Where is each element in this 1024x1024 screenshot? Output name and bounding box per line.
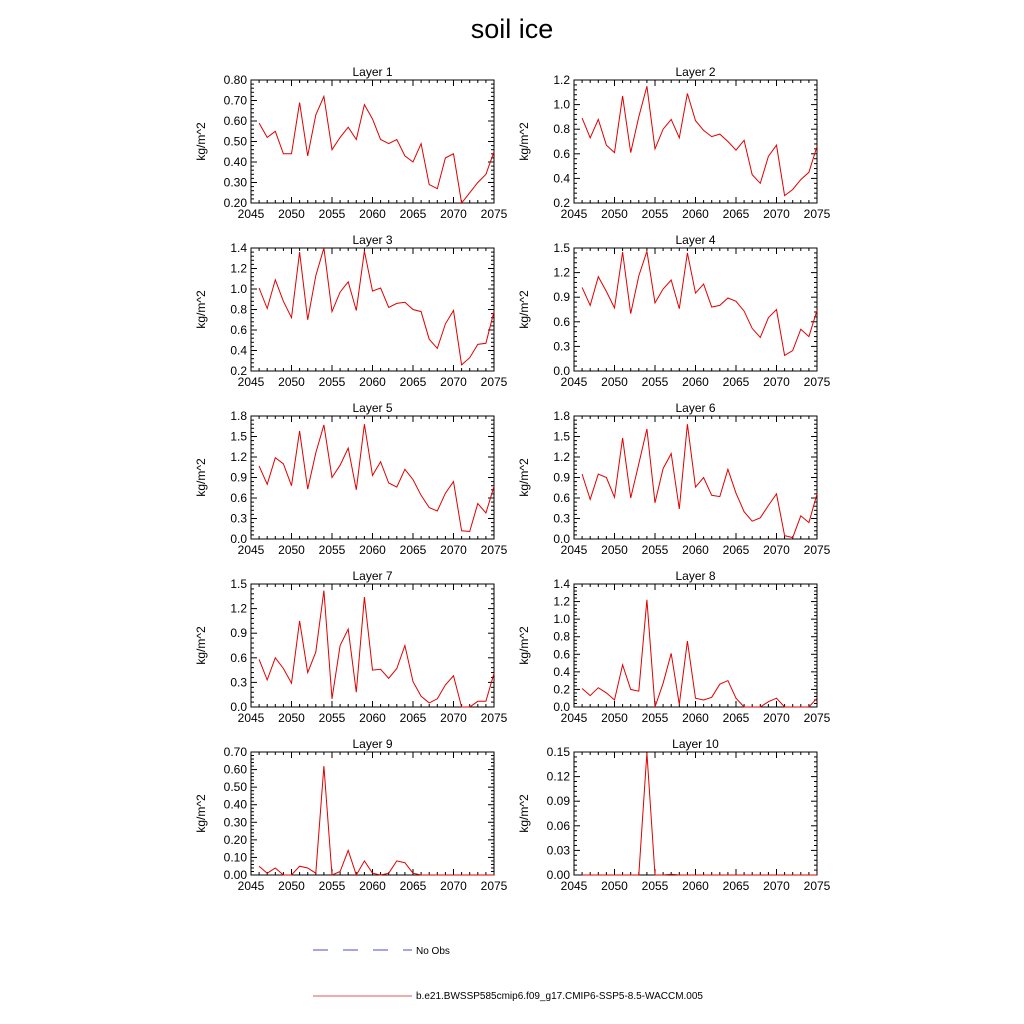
y-tick-label: 0.8 [553, 122, 570, 137]
y-tick-label: 0.8 [230, 302, 247, 317]
series-line [582, 86, 817, 195]
y-tick-label: 0.20 [223, 196, 247, 210]
y-tick-label: 0.6 [553, 647, 570, 662]
x-tick-label: 2075 [480, 711, 508, 725]
y-tick-label: 1.0 [230, 282, 247, 296]
y-tick-label: 1.0 [553, 97, 570, 112]
x-tick-label: 2070 [440, 375, 467, 389]
x-tick-label: 2075 [480, 543, 508, 557]
y-tick-label: 0.9 [230, 470, 247, 485]
plot-frame [574, 248, 817, 371]
x-tick-label: 2055 [641, 543, 669, 557]
x-tick-label: 2070 [440, 543, 467, 557]
y-tick-label: 1.2 [553, 594, 570, 609]
plot-frame [251, 416, 494, 539]
y-tick-label: 0.3 [553, 511, 570, 526]
legend-label-no-obs: No Obs [416, 946, 450, 957]
y-tick-label: 0.60 [223, 762, 247, 777]
x-tick-label: 2075 [803, 711, 831, 725]
series-line [259, 248, 494, 365]
y-tick-label: 0.6 [230, 650, 247, 665]
x-tick-label: 2045 [237, 879, 265, 893]
series-line [259, 424, 494, 531]
y-tick-label: 1.4 [230, 241, 247, 255]
y-tick-label: 1.2 [230, 450, 247, 464]
x-tick-label: 2050 [278, 543, 305, 557]
y-tick-label: 1.2 [230, 601, 247, 616]
panel-title: Layer 10 [672, 737, 719, 751]
x-tick-label: 2050 [278, 711, 305, 725]
x-tick-label: 2050 [278, 207, 305, 221]
y-tick-label: 0.40 [223, 155, 247, 169]
x-tick-label: 2045 [237, 543, 265, 557]
x-tick-label: 2050 [278, 879, 305, 893]
series-line [259, 766, 494, 875]
x-tick-label: 2070 [763, 879, 790, 893]
y-tick-label: 1.8 [230, 409, 247, 423]
y-tick-label: 0.00 [223, 868, 247, 882]
y-tick-label: 1.2 [230, 261, 247, 276]
y-tick-label: 0.4 [553, 664, 570, 679]
x-tick-label: 2055 [318, 543, 346, 557]
x-tick-label: 2065 [399, 375, 427, 389]
panel-title: Layer 3 [352, 233, 393, 247]
x-tick-label: 2070 [763, 543, 790, 557]
x-tick-label: 2055 [318, 711, 346, 725]
y-tick-label: 0.09 [546, 794, 570, 809]
plot-frame [574, 584, 817, 707]
x-tick-label: 2075 [480, 375, 508, 389]
y-tick-label: 0.9 [553, 290, 570, 305]
x-tick-label: 2055 [641, 375, 669, 389]
y-tick-label: 1.2 [553, 73, 570, 87]
y-axis-label: kg/m^2 [517, 458, 531, 497]
panel-title: Layer 5 [352, 401, 393, 415]
y-axis-label: kg/m^2 [194, 122, 208, 161]
panel-layer-10 [517, 737, 831, 893]
y-tick-label: 0.0 [553, 532, 570, 546]
y-tick-label: 0.4 [230, 343, 247, 358]
y-axis-label: kg/m^2 [194, 458, 208, 497]
x-tick-label: 2050 [278, 375, 305, 389]
legend-label-model: b.e21.BWSSP585cmip6.f09_g17.CMIP6-SSP5-8.5-WACCM.005 [416, 991, 703, 1002]
x-tick-label: 2060 [682, 543, 709, 557]
y-tick-label: 0.0 [230, 700, 247, 714]
y-tick-label: 0.06 [546, 818, 570, 833]
x-tick-label: 2045 [560, 375, 588, 389]
x-tick-label: 2055 [318, 375, 346, 389]
x-tick-label: 2060 [359, 207, 386, 221]
x-tick-label: 2075 [803, 879, 831, 893]
y-axis-label: kg/m^2 [194, 290, 208, 329]
y-tick-label: 0.50 [223, 134, 247, 149]
y-tick-label: 0.9 [230, 626, 247, 641]
y-tick-label: 0.6 [230, 323, 247, 337]
series-line [259, 96, 494, 203]
figure-title: soil ice [470, 14, 554, 44]
series-line [582, 600, 817, 707]
y-tick-label: 0.0 [230, 532, 247, 546]
x-tick-label: 2045 [237, 711, 265, 725]
x-tick-label: 2075 [480, 207, 508, 221]
x-tick-label: 2060 [359, 879, 386, 893]
y-tick-label: 0.6 [553, 314, 570, 329]
y-tick-label: 0.60 [223, 114, 247, 128]
panel-layer-5 [194, 401, 508, 557]
series-line [582, 251, 817, 355]
x-tick-label: 2055 [641, 207, 669, 221]
x-tick-label: 2045 [560, 207, 588, 221]
panel-layer-2 [517, 65, 831, 221]
x-tick-label: 2050 [601, 543, 628, 557]
x-tick-label: 2045 [560, 543, 588, 557]
x-tick-label: 2050 [601, 879, 628, 893]
y-tick-label: 1.8 [553, 409, 570, 423]
x-tick-label: 2070 [440, 207, 467, 221]
panel-title: Layer 9 [352, 737, 393, 751]
y-tick-label: 0.3 [553, 339, 570, 354]
plot-frame [574, 80, 817, 203]
plot-frame [251, 80, 494, 203]
series-line [582, 424, 817, 537]
x-tick-label: 2065 [722, 543, 750, 557]
x-tick-label: 2065 [722, 375, 750, 389]
y-tick-label: 0.9 [553, 470, 570, 485]
y-tick-label: 0.03 [546, 843, 570, 858]
x-tick-label: 2065 [399, 207, 427, 221]
y-tick-label: 0.2 [230, 364, 247, 378]
x-tick-label: 2045 [237, 207, 265, 221]
panel-layer-7 [194, 569, 508, 725]
x-tick-label: 2045 [237, 375, 265, 389]
y-tick-label: 0.15 [546, 745, 570, 759]
y-tick-label: 0.2 [553, 196, 570, 210]
panel-layer-1 [194, 65, 508, 221]
panel-title: Layer 6 [675, 401, 716, 415]
x-tick-label: 2065 [399, 543, 427, 557]
x-tick-label: 2065 [722, 879, 750, 893]
x-tick-label: 2075 [803, 207, 831, 221]
y-tick-label: 0.6 [230, 491, 247, 505]
x-tick-label: 2045 [560, 879, 588, 893]
y-tick-label: 0.00 [546, 868, 570, 882]
y-tick-label: 1.0 [553, 612, 570, 627]
x-tick-label: 2060 [359, 711, 386, 725]
x-tick-label: 2070 [763, 207, 790, 221]
panel-title: Layer 8 [675, 569, 716, 583]
y-tick-label: 0.4 [553, 171, 570, 186]
x-tick-label: 2060 [359, 543, 386, 557]
y-axis-label: kg/m^2 [517, 290, 531, 329]
y-tick-label: 1.2 [553, 450, 570, 464]
x-tick-label: 2075 [480, 879, 508, 893]
y-tick-label: 1.5 [553, 429, 570, 444]
y-tick-label: 0.30 [223, 815, 247, 830]
y-tick-label: 1.2 [553, 265, 570, 280]
y-tick-label: 0.30 [223, 175, 247, 190]
panel-layer-8 [517, 569, 831, 725]
panel-title: Layer 2 [675, 65, 716, 79]
x-tick-label: 2075 [803, 375, 831, 389]
x-tick-label: 2065 [399, 879, 427, 893]
y-tick-label: 0.2 [553, 682, 570, 697]
y-axis-label: kg/m^2 [517, 626, 531, 665]
plot-frame [574, 416, 817, 539]
y-tick-label: 1.5 [230, 577, 247, 591]
y-axis-label: kg/m^2 [517, 794, 531, 833]
x-tick-label: 2070 [763, 375, 790, 389]
plot-frame [251, 752, 494, 875]
panel-layer-9 [194, 737, 508, 893]
y-tick-label: 0.8 [553, 629, 570, 644]
y-axis-label: kg/m^2 [194, 794, 208, 833]
panel-layer-6 [517, 401, 831, 557]
y-tick-label: 1.4 [553, 577, 570, 591]
x-tick-label: 2060 [682, 711, 709, 725]
series-line [582, 753, 817, 875]
y-tick-label: 0.3 [230, 675, 247, 690]
x-tick-label: 2055 [318, 207, 346, 221]
x-tick-label: 2060 [359, 375, 386, 389]
x-tick-label: 2050 [601, 207, 628, 221]
y-tick-label: 0.10 [223, 850, 247, 865]
plot-frame [251, 584, 494, 707]
y-tick-label: 0.40 [223, 797, 247, 812]
plot-frame [574, 752, 817, 875]
x-tick-label: 2055 [641, 879, 669, 893]
y-axis-label: kg/m^2 [194, 626, 208, 665]
panel-title: Layer 7 [352, 569, 393, 583]
x-tick-label: 2065 [399, 711, 427, 725]
y-tick-label: 0.20 [223, 832, 247, 847]
x-tick-label: 2075 [803, 543, 831, 557]
y-tick-label: 0.3 [230, 511, 247, 526]
y-tick-label: 0.70 [223, 93, 247, 108]
panel-title: Layer 1 [352, 65, 393, 79]
y-tick-label: 0.6 [553, 491, 570, 505]
x-tick-label: 2070 [440, 879, 467, 893]
x-tick-label: 2060 [682, 879, 709, 893]
x-tick-label: 2055 [318, 879, 346, 893]
x-tick-label: 2060 [682, 207, 709, 221]
panel-layer-3 [194, 233, 508, 389]
y-tick-label: 0.6 [553, 146, 570, 161]
y-tick-label: 0.12 [546, 769, 570, 784]
y-tick-label: 0.70 [223, 745, 247, 759]
x-tick-label: 2045 [560, 711, 588, 725]
series-line [259, 591, 494, 707]
y-tick-label: 1.5 [553, 241, 570, 255]
x-tick-label: 2050 [601, 375, 628, 389]
y-tick-label: 0.0 [553, 364, 570, 378]
y-tick-label: 0.50 [223, 780, 247, 795]
panel-title: Layer 4 [675, 233, 716, 247]
y-tick-label: 0.80 [223, 73, 247, 87]
x-tick-label: 2070 [763, 711, 790, 725]
y-tick-label: 0.0 [553, 700, 570, 714]
panel-layer-4 [517, 233, 831, 389]
x-tick-label: 2050 [601, 711, 628, 725]
x-tick-label: 2055 [641, 711, 669, 725]
x-tick-label: 2070 [440, 711, 467, 725]
y-tick-label: 1.5 [230, 429, 247, 444]
x-tick-label: 2065 [722, 711, 750, 725]
x-tick-label: 2060 [682, 375, 709, 389]
x-tick-label: 2065 [722, 207, 750, 221]
y-axis-label: kg/m^2 [517, 122, 531, 161]
